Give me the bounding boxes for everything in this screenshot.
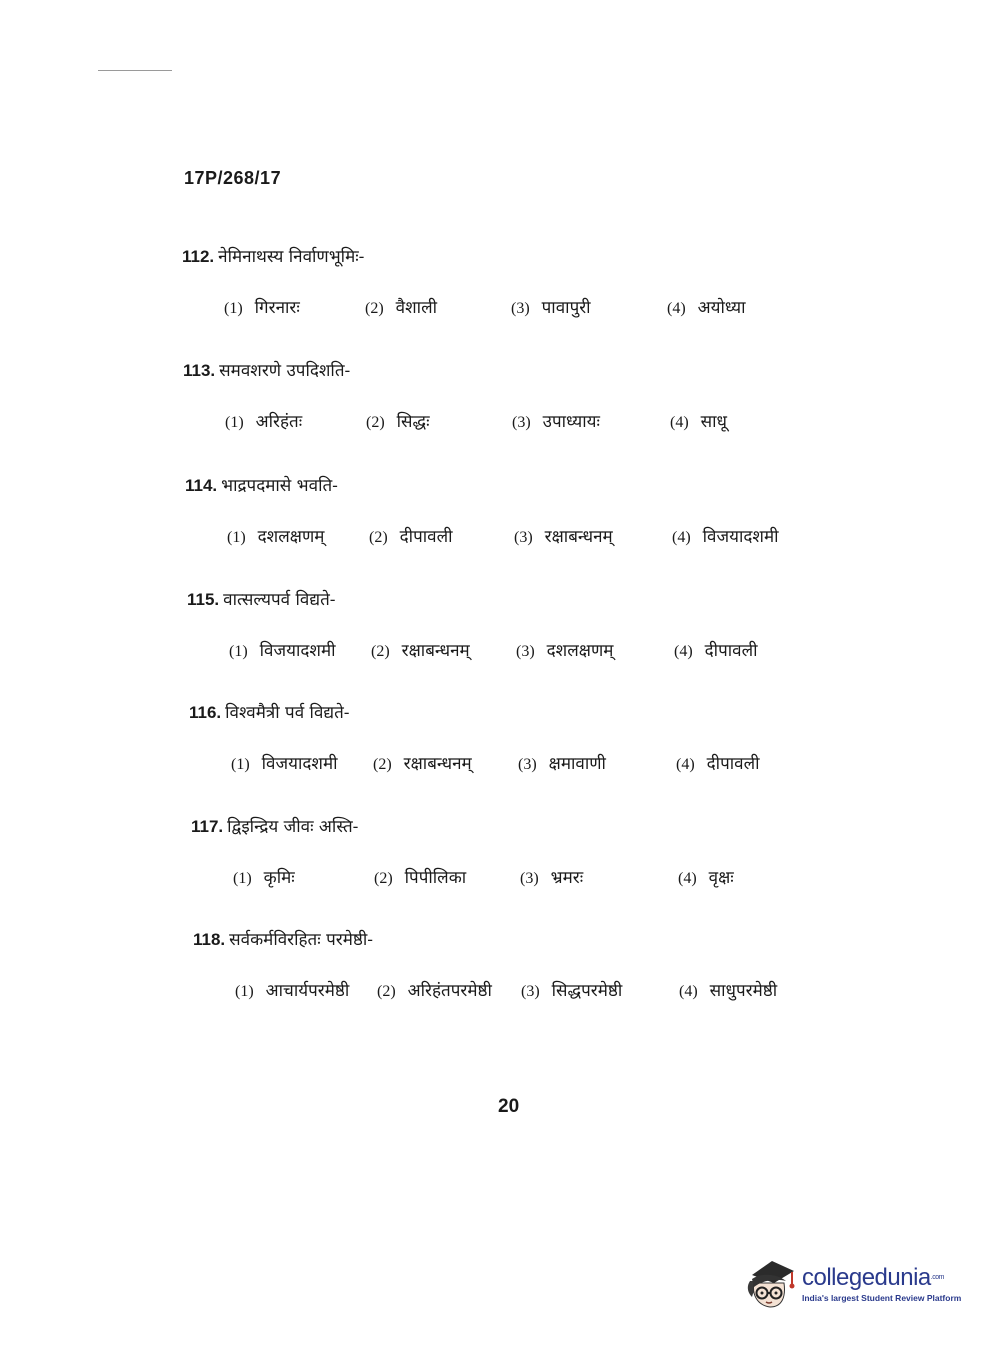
option-text: अरिहंतपरमेष्ठी: [407, 981, 492, 1001]
brand-tagline: India's largest Student Review Platform: [802, 1293, 962, 1303]
option-4: [672, 524, 779, 547]
option-number: (3): [516, 643, 535, 660]
option-text: वैशाली: [395, 298, 438, 318]
question-118: [193, 927, 777, 1001]
option-number: (4): [674, 643, 693, 660]
brand-wordmark: collegedunia: [802, 1264, 931, 1291]
option-text: अरिहंतः: [255, 412, 303, 432]
option-text: भ्रमरः: [550, 868, 584, 888]
option-4: [674, 638, 758, 661]
option-number: (3): [511, 300, 530, 317]
option-text: दीपावली: [706, 754, 760, 774]
option-2: [377, 978, 521, 1001]
option-2: [371, 638, 516, 661]
option-2: [374, 865, 520, 888]
option-number: (3): [520, 870, 539, 887]
option-4: [676, 751, 760, 774]
option-text: दीपावली: [399, 527, 453, 547]
option-text: पावापुरी: [541, 298, 591, 318]
question-text: भाद्रपदमासे भवति-: [221, 476, 338, 496]
question-number: 114.: [185, 476, 218, 495]
option-1: [224, 295, 365, 318]
option-2: [373, 751, 518, 774]
option-number: (4): [667, 300, 686, 317]
question-number: 113.: [183, 361, 216, 380]
option-number: (3): [512, 414, 531, 431]
option-3: [520, 865, 678, 888]
option-1: [235, 978, 377, 1001]
page-number: 20: [498, 1096, 520, 1117]
option-number: (2): [374, 870, 393, 887]
option-text: सिद्धपरमेष्ठी: [551, 981, 623, 1001]
option-text: दशलक्षणम्: [257, 527, 325, 547]
option-1: [225, 409, 366, 432]
option-4: [679, 978, 777, 1001]
option-4: [678, 865, 734, 888]
option-3: [521, 978, 679, 1001]
options-row: [231, 751, 760, 774]
paper-code: 17P/268/17: [184, 168, 282, 188]
question-number: 116.: [189, 703, 222, 722]
option-4: [667, 295, 746, 318]
option-text: रक्षाबन्धनम्: [544, 527, 613, 547]
option-number: (1): [231, 756, 250, 773]
option-1: [233, 865, 374, 888]
option-number: (2): [373, 756, 392, 773]
option-text: पिपीलिका: [404, 868, 467, 888]
logo-text: [802, 1265, 961, 1303]
options-row: [233, 865, 734, 888]
option-2: [369, 524, 514, 547]
option-number: (2): [365, 300, 384, 317]
option-number: (4): [676, 756, 695, 773]
option-number: (1): [235, 983, 254, 1000]
question-number: 112.: [182, 247, 215, 266]
question-number: 115.: [187, 590, 220, 609]
option-3: [512, 409, 670, 432]
question-115: [187, 587, 758, 661]
option-text: उपाध्यायः: [542, 412, 600, 432]
question-number: 117.: [191, 817, 224, 836]
options-row: [235, 978, 777, 1001]
option-text: दशलक्षणम्: [546, 641, 614, 661]
option-number: (1): [225, 414, 244, 431]
option-number: (1): [229, 643, 248, 660]
option-text: आचार्यपरमेष्ठी: [265, 981, 350, 1001]
option-3: [518, 751, 676, 774]
question-number: 118.: [193, 930, 226, 949]
option-text: वृक्षः: [708, 868, 734, 888]
top-rule: [98, 70, 172, 71]
option-number: (2): [377, 983, 396, 1000]
question-117: [191, 814, 734, 888]
option-number: (3): [514, 529, 533, 546]
option-2: [366, 409, 512, 432]
option-number: (2): [366, 414, 385, 431]
option-number: (4): [670, 414, 689, 431]
option-text: साधुपरमेष्ठी: [709, 981, 778, 1001]
option-4: [670, 409, 727, 432]
question-text: नेमिनाथस्य निर्वाणभूमिः-: [218, 247, 365, 267]
question-text: वात्सल्यपर्व विद्यते-: [223, 590, 336, 610]
option-text: सिद्धः: [396, 412, 430, 432]
brand-domain-suffix: .com: [930, 1274, 944, 1281]
brand-name: [802, 1265, 961, 1291]
option-text: साधू: [700, 412, 728, 432]
question-112: [182, 244, 746, 318]
option-1: [229, 638, 371, 661]
option-text: रक्षाबन्धनम्: [401, 641, 470, 661]
option-number: (4): [672, 529, 691, 546]
collegedunia-watermark: [742, 1248, 972, 1320]
option-text: विजयादशमी: [259, 641, 336, 661]
question-text: द्विइन्द्रिय जीवः अस्ति-: [227, 817, 359, 837]
option-text: दीपावली: [704, 641, 758, 661]
question-113: [183, 358, 727, 432]
option-1: [227, 524, 369, 547]
mascot-icon: [742, 1253, 798, 1315]
option-number: (2): [371, 643, 390, 660]
option-number: (3): [521, 983, 540, 1000]
options-row: [225, 409, 727, 432]
option-number: (4): [678, 870, 697, 887]
option-text: कृमिः: [263, 868, 295, 888]
option-3: [516, 638, 674, 661]
option-text: अयोध्या: [697, 298, 746, 318]
options-row: [229, 638, 758, 661]
option-text: क्षमावाणी: [548, 754, 606, 774]
question-text: समवशरणे उपदिशति-: [219, 361, 351, 381]
option-number: (1): [224, 300, 243, 317]
option-number: (1): [227, 529, 246, 546]
option-3: [511, 295, 667, 318]
option-1: [231, 751, 373, 774]
option-number: (2): [369, 529, 388, 546]
question-text: विश्वमैत्री पर्व विद्यते-: [225, 703, 350, 723]
option-number: (4): [679, 983, 698, 1000]
question-116: [189, 700, 760, 774]
question-114: [185, 473, 779, 547]
option-text: विजयादशमी: [702, 527, 779, 547]
options-row: [224, 295, 746, 318]
option-text: गिरनारः: [254, 298, 300, 318]
question-text: सर्वकर्मविरहितः परमेष्ठी-: [229, 930, 374, 950]
option-text: रक्षाबन्धनम्: [403, 754, 472, 774]
option-2: [365, 295, 511, 318]
option-number: (3): [518, 756, 537, 773]
option-text: विजयादशमी: [261, 754, 338, 774]
options-row: [227, 524, 779, 547]
option-number: (1): [233, 870, 252, 887]
option-3: [514, 524, 672, 547]
